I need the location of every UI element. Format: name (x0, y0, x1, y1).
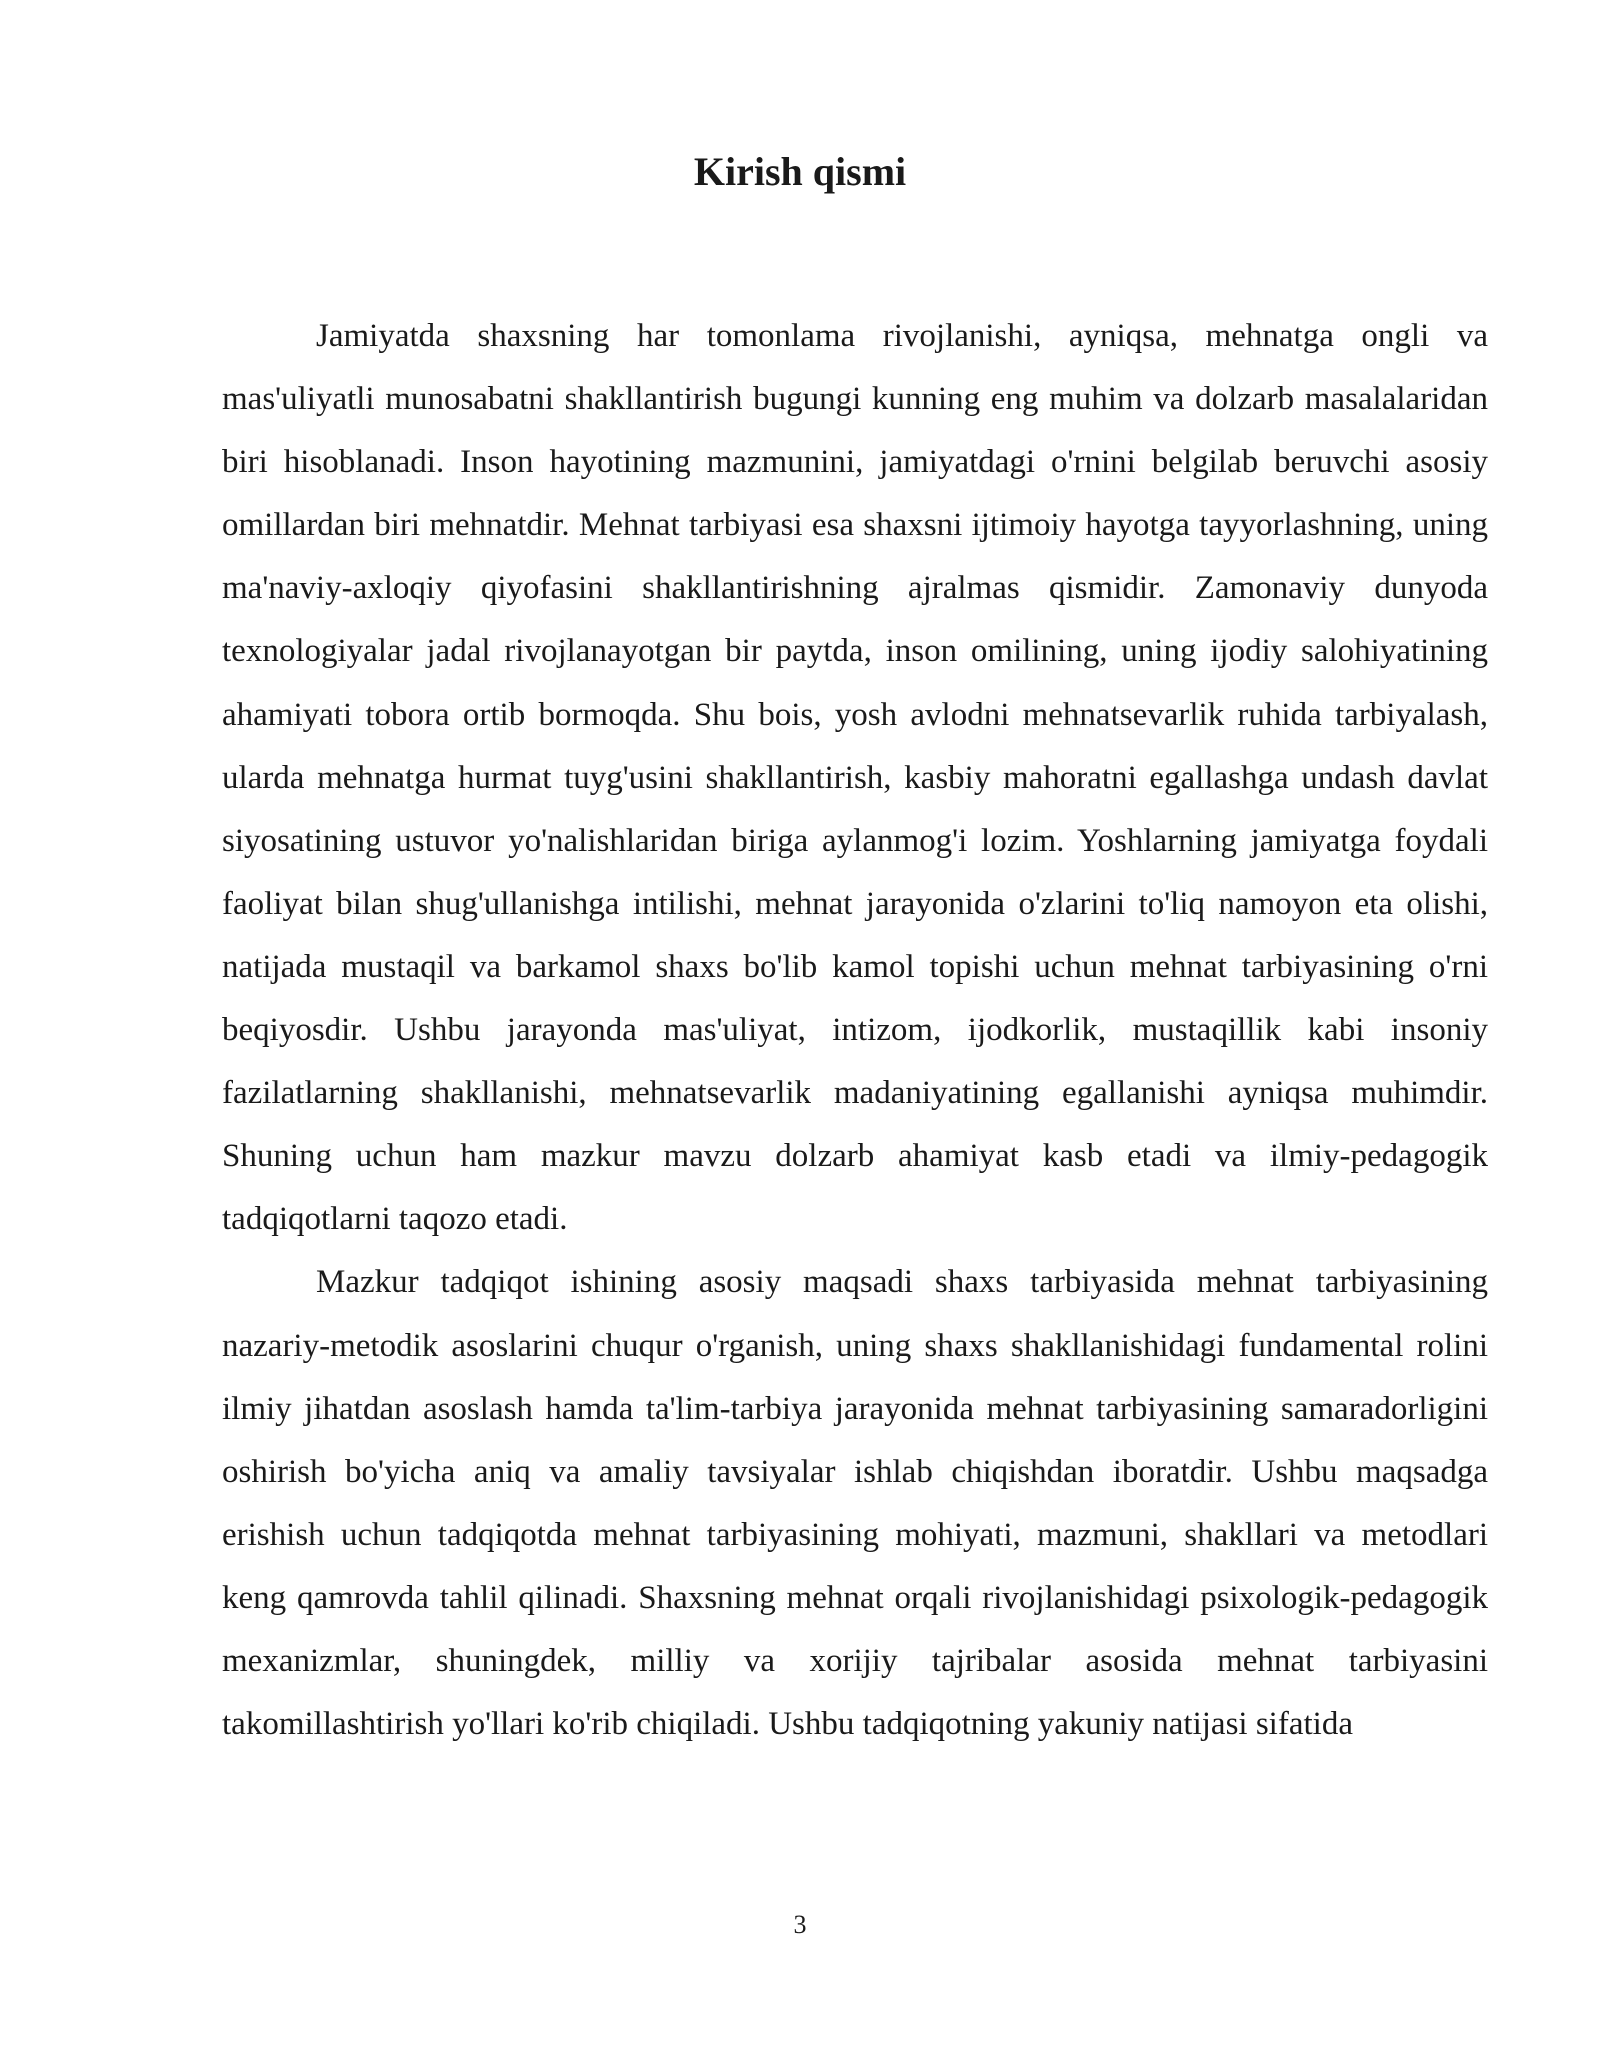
paragraph-1: Jamiyatda shaxsning har tomonlama rivojlanishi, ayniqsa, mehnatga ongli va mas'uliyatli munosabatni shakllantirish bugungi kunning eng muhim va dolzarb masalalaridan biri hisoblanadi. Inson hayotining mazmunini, jamiyatdagi o'rnini belgilab beruvchi asosiy omillardan biri mehnatdir. Mehnat tarbiyasi esa shaxsni ijtimoiy hayotga tayyorlashning, uning ma'naviy-axloqiy qiyofasini shakllantirishning ajralmas qismidir. Zamonaviy dunyoda texnologiyalar jadal rivojlanayotgan bir paytda, inson omilining, uning ijodiy salohiyatining ahamiyati tobora ortib bormoqda. Shu bois, yosh avlodni mehnatsevarlik ruhida tarbiyalash, ularda mehnatga hurmat tuyg'usini shakllantirish, kasbiy mahoratni egallashga undash davlat siyosatining ustuvor yo'nalishlaridan biriga aylanmog'i lozim. Yoshlarning jamiyatga foydali faoliyat bilan shug'ullanishga intilishi, mehnat jarayonida o'zlarini to'liq namoyon eta olishi, natijada mustaqil va barkamol shaxs bo'lib kamol topishi uchun mehnat tarbiyasining o'rni beqiyosdir. Ushbu jarayonda mas'uliyat, intizom, ijodkorlik, mustaqillik kabi insoniy fazilatlarning shakllanishi, mehnatsevarlik madaniyatining egallanishi ayniqsa muhimdir. Shuning uchun ham mazkur mavzu dolzarb ahamiyat kasb etadi va ilmiy-pedagogik tadqiqotlarni taqozo etadi. (222, 318, 1488, 1238)
page-title: Kirish qismi (693, 149, 907, 194)
page-number: 3 (793, 1910, 807, 1939)
body-text (222, 305, 1488, 1756)
paragraph-2: Mazkur tadqiqot ishining asosiy maqsadi shaxs tarbiyasida mehnat tarbiyasining nazariy-metodik asoslarini chuqur o'rganish, uning shaxs shakllanishidagi fundamental rolini ilmiy jihatdan asoslash hamda ta'lim-tarbiya jarayonida mehnat tarbiyasining samaradorligini oshirish bo'yicha aniq va amaliy tavsiyalar ishlab chiqishdan iboratdir. Ushbu maqsadga erishish uchun tadqiqotda mehnat tarbiyasining mohiyati, mazmuni, shakllari va metodlari keng qamrovda tahlil qilinadi. Shaxsning mehnat orqali rivojlanishidagi psixologik-pedagogik mexanizmlar, shuningdek, milliy va xorijiy tajribalar asosida mehnat tarbiyasini takomillashtirish yo'llari ko'rib chiqiladi. Ushbu tadqiqotning yakuniy natijasi sifatida (222, 1264, 1488, 1743)
